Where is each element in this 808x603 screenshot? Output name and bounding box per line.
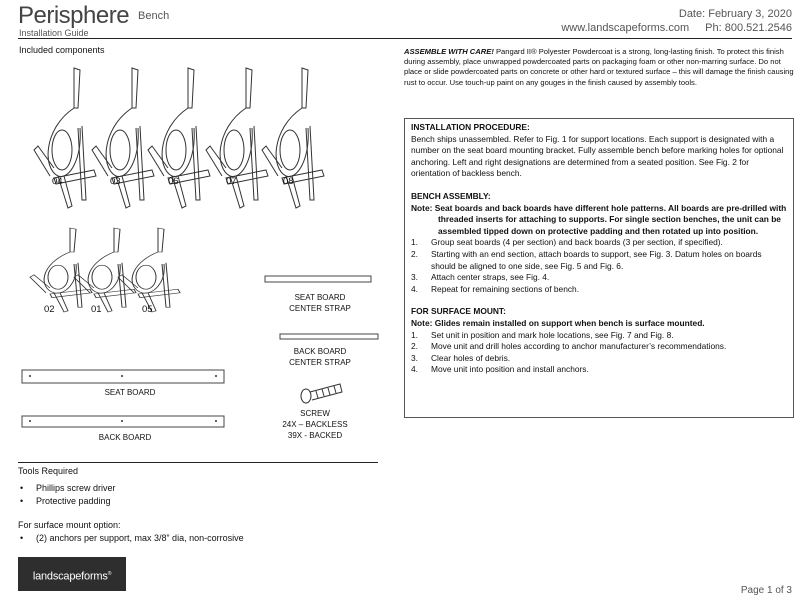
website-link[interactable]: www.landscapeforms.com (561, 22, 690, 34)
list-item: 3. Clear holes of debris. (411, 352, 511, 363)
support-08 (262, 68, 324, 208)
phone-number: Ph: 800.521.2546 (705, 22, 792, 34)
seat-strap-caption: SEAT BOARD CENTER STRAP (289, 293, 351, 313)
support-02 (30, 228, 92, 312)
support-01 (74, 228, 136, 312)
list-item: • Protective padding (20, 496, 111, 506)
surface-note: Note: Glides remain installed on support when bench is surface mounted. (411, 317, 705, 328)
support-06 (148, 68, 210, 208)
list-item: 3. Attach center straps, see Fig. 4. (411, 272, 550, 283)
part-label: 01 (91, 304, 102, 315)
list-item: 1. Group seat boards (4 per section) and back boards (3 per section, if specified). (411, 237, 723, 248)
support-07 (206, 68, 268, 208)
support-04 (34, 68, 96, 208)
bench-note: Note: Seat boards and back boards have different hole patterns. All boards are pre-drilled with threaded inserts for attaching to supports. For single section benches, the unit can be assembled tipped down on protective padding and then rotated up into position. (411, 202, 787, 236)
surface-steps (411, 330, 787, 376)
components-heading: Included components (19, 45, 105, 55)
screw-caption: SCREW 24X – BACKLESS 39X - BACKED (282, 409, 348, 440)
document-date: Date: February 3, 2020 (678, 8, 792, 20)
part-label: 06 (168, 176, 179, 187)
support-05 (118, 228, 180, 312)
list-item: • (2) anchors per support, max 3/8” dia, non-corrosive (20, 533, 244, 543)
list-item: 2. Move unit and drill holes according to anchor manufacturer’s recommendations. (411, 341, 727, 352)
list-item: 2. Starting with an end section, attach boards to support, see Fig. 3. Datum holes on boards should be aligned to one side, see Fig. 5 and Fig. 6. (411, 248, 762, 271)
surface-option-heading: For surface mount option: (18, 520, 121, 530)
document-subtitle: Installation Guide (19, 28, 89, 38)
part-label: 03 (110, 176, 121, 187)
install-heading: INSTALLATION PROCEDURE: (411, 122, 530, 132)
document-title: Perisphere (18, 2, 130, 29)
tools-divider (18, 462, 378, 463)
surface-heading: FOR SURFACE MOUNT: (411, 306, 506, 317)
back-board-center-strap (280, 334, 378, 339)
part-label: 08 (283, 176, 294, 187)
seat-board (22, 370, 224, 383)
seat-board-center-strap (265, 276, 371, 282)
seat-board-caption: SEAT BOARD (104, 388, 156, 397)
back-board (22, 416, 224, 427)
part-label: 07 (226, 176, 237, 187)
procedure-box (404, 118, 794, 418)
assemble-warning: ASSEMBLE WITH CARE! Pangard II® Polyester Powdercoat is a strong, long-lasting finish. To protect this finish during assembly, place unwrapped powdercoated parts on packaging foam or other non-marring surface. Do not place or slide powdercoated parts on concrete or other hard or textured surface – this will damage the finish causing rust to occur. Use touch-up paint on any gouges in the finish caused by assembly tools. (404, 47, 794, 87)
screw (301, 384, 342, 403)
list-item: 1. Set unit in position and mark hole locations, see Fig. 7 and Fig. 8. (411, 329, 674, 340)
install-text: Bench ships unassembled. Refer to Fig. 1 for support locations. Each support is designated with a number on the seat board mounting bracket. Fully assemble bench before marking holes for optional anchoring. Left and right designations are determined from a seated position. See Fig. 2 for orientation of backless bench. (411, 133, 784, 179)
part-label: 04 (52, 176, 63, 187)
bench-heading: BENCH ASSEMBLY: (411, 190, 491, 201)
back-board-caption: BACK BOARD (98, 433, 152, 442)
part-label: 02 (44, 304, 55, 315)
page-number: Page 1 of 3 (740, 585, 792, 596)
list-item: 4. Move unit into position and install anchors. (411, 364, 589, 375)
brand-logo: landscapeforms® (18, 557, 126, 591)
list-item: • Phillips screw driver (20, 483, 116, 493)
bench-steps (411, 237, 787, 295)
tools-heading: Tools Required (18, 466, 79, 476)
part-label: 05 (142, 304, 153, 315)
support-03 (92, 68, 154, 208)
product-name: Bench (138, 10, 170, 22)
back-strap-caption: BACK BOARD CENTER STRAP (289, 347, 351, 367)
list-item: 4. Repeat for remaining sections of bench. (411, 283, 580, 294)
